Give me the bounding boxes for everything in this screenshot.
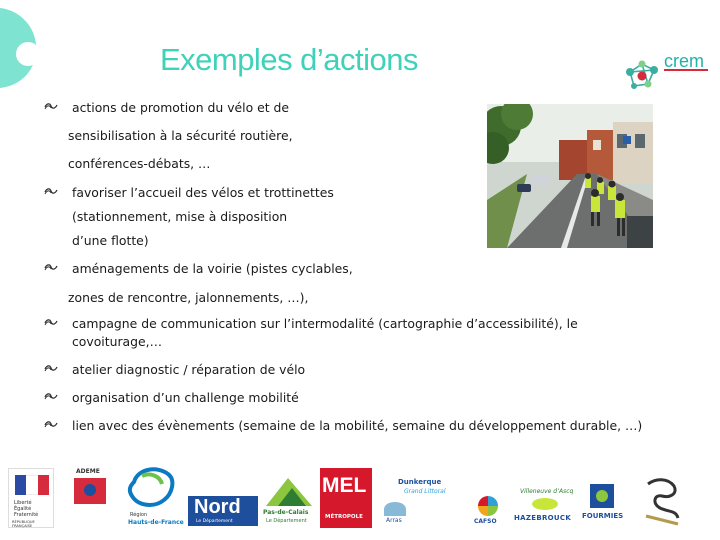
pas-de-calais-mark-icon [262,476,316,508]
dunkerque-logo [394,476,456,504]
republique-motto-2: Égalité [14,506,32,512]
villeneuve-mark-icon [532,498,558,510]
bullet-7-line-1: lien avec des évènements (semaine de la mobilité, semaine du développement durable, …) [72,418,643,433]
hazebrouck-text: HAZEBROUCK [514,514,572,522]
bullet-2-line-3: d’une flotte) [72,233,149,248]
region-hauts-de-france-logo [124,464,186,530]
arras-text: Arras [386,517,402,524]
bullet-6-line-1: organisation d’un challenge mobilité [72,390,299,405]
bullet-1-line-1: actions de promotion du vélo et de [72,100,290,115]
bullet-3-line-1: aménagements de la voirie (pistes cyclables, [72,261,353,276]
bullet-3-line-2: zones de rencontre, jalonnements, …), [68,290,309,305]
dunkerque-sub: Grand Littoral [404,488,446,495]
republique-francaise-logo [8,468,54,528]
nord-sub: Le Département [196,519,233,524]
bullet-icon [44,187,58,197]
region-label-2: Hauts-de-France [128,519,184,526]
pas-de-calais-logo [262,476,316,528]
partner-logos [8,462,712,534]
bullet-icon [44,102,58,112]
bullet-2-line-1: favoriser l’accueil des vélos et trottinettes [72,185,334,200]
bullet-5-line-1: atelier diagnostic / réparation de vélo [72,362,306,377]
nord-text: Nord [194,496,241,518]
pas-de-calais-text: Pas-de-Calais [263,509,309,516]
crem-brand-text: crem [664,51,704,71]
bullet-icon [44,318,58,328]
bullet-2-line-2: (stationnement, mise à disposition [72,209,288,224]
cafso-text: CAFSO [474,518,497,525]
republique-motto-1: Liberté [14,500,32,506]
pas-de-calais-sub: Le Département [266,518,307,524]
cyclists-street-photo [487,104,653,248]
bullet-1-line-2: sensibilisation à la sécurité routière, [68,128,293,143]
bullet-icon [44,392,58,402]
republique-label: RÉPUBLIQUE FRANÇAISE [12,520,35,528]
dunkerque-text: Dunkerque [398,478,442,486]
nord-logo [188,496,258,526]
mel-text: MEL [322,474,367,497]
mel-logo [320,468,372,528]
bullet-4-line-2: covoiturage,… [72,334,162,349]
emblem-icon [640,476,684,528]
bullet-icon [44,420,58,430]
republique-motto-3: Fraternité [14,512,39,518]
fourmies-text: FOURMIES [582,512,624,520]
bullet-1-line-3: conférences-débats, … [68,156,211,171]
bullet-4-line-1: campagne de communication sur l’intermodalité (cartographie d’accessibilité), le [72,316,578,331]
bullet-icon [44,364,58,374]
fourmies-logo [580,480,626,528]
emblem-logo [640,476,684,528]
ademe-globe-icon [84,484,96,496]
ademe-text: ADEME [76,468,100,475]
region-map-icon [124,464,180,510]
mel-sub: MÉTROPOLE [325,514,363,520]
villeneuve-text: Villeneuve d’Ascq [520,488,574,495]
bullet-icon [44,263,58,273]
cafso-wheel-icon [478,496,498,516]
arras-emblem-icon [384,502,406,516]
fourmies-leaf-icon [596,490,608,502]
page-title: Exemples d’actions [159,42,419,77]
cafso-logo [470,496,510,528]
flag-icon [15,475,49,495]
ademe-logo [66,468,116,528]
region-label-1: Région [130,512,148,518]
villeneuve-hazebrouck-logo [512,488,578,528]
